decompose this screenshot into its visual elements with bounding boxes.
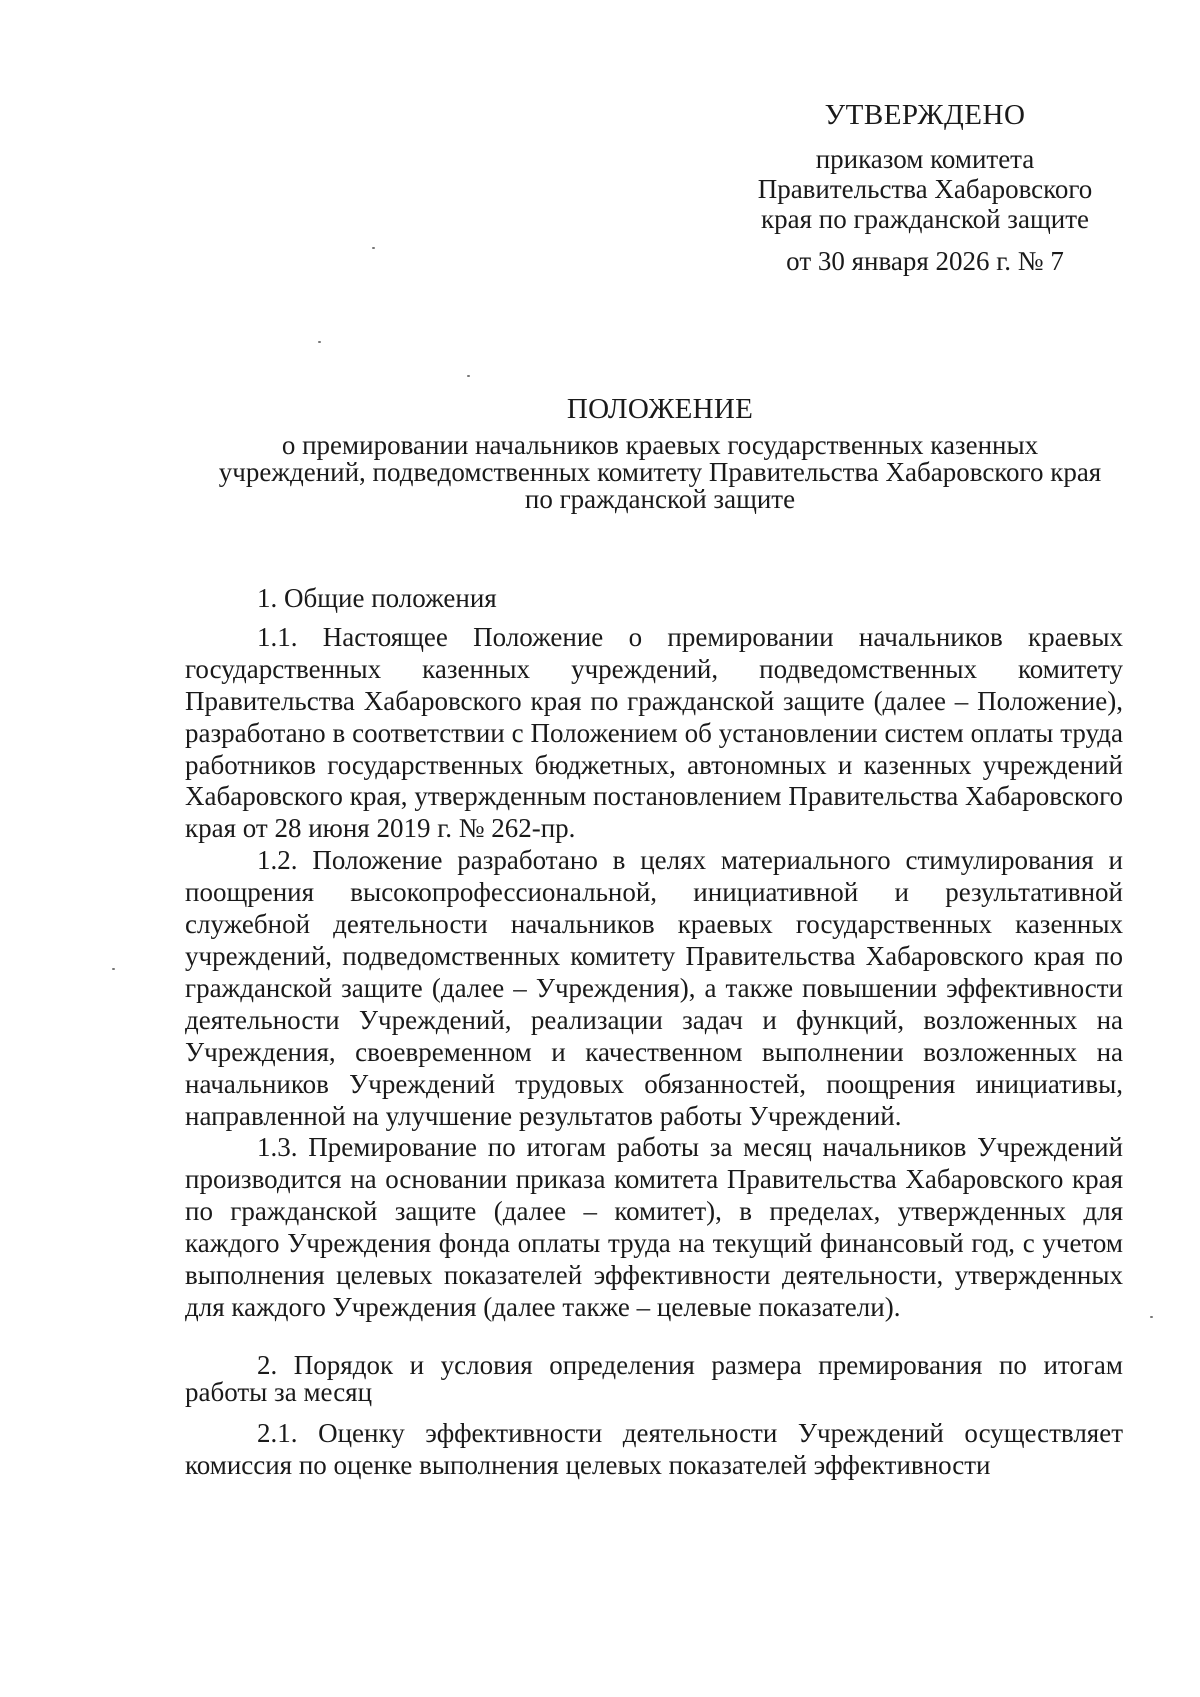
scan-speck [372, 247, 375, 249]
section-2-heading: 2. Порядок и условия определения размера премирования по итогам работы за месяц [185, 1349, 1123, 1407]
approved-label: УТВЕРЖДЕНО [824, 99, 1026, 131]
approval-line-2: Правительства Хабаровского [757, 174, 1093, 204]
section-1-heading: 1. Общие положения [257, 583, 497, 613]
document-subtitle-line-1: о премировании начальников краевых государственных казенных [281, 430, 1039, 460]
approval-stamp-block [730, 100, 1120, 276]
scan-speck [112, 968, 115, 970]
document-subtitle-line-2: учреждений, подведомственных комитету Правительства Хабаровского края [218, 457, 1102, 487]
scan-speck [1150, 1316, 1153, 1318]
scan-speck [318, 341, 321, 343]
approval-date: от 30 января 2026 г. № 7 [786, 246, 1064, 276]
document-title: ПОЛОЖЕНИЕ [566, 393, 754, 425]
paragraph-1-1: 1.1. Настоящее Положение о премировании начальников краевых государственных казенных учреждений, подведомственных комитету Правительства Хабаровского края по гражданской защите (далее – Положение), разработано в соответствии с Положением об установлении систем оплаты труда работников государственных бюджетных, автономных и казенных учреждений Хабаровского края, утвержденным постановлением Правительства Хабаровского края от 28 июня 2019 г. № 262-пр. [185, 621, 1123, 844]
scan-speck [467, 375, 470, 377]
paragraph-1-3: 1.3. Премирование по итогам работы за месяц начальников Учреждений производится на основании приказа комитета Правительства Хабаровского края по гражданской защите (далее – комитет), в пределах, утвержденных для каждого Учреждения фонда оплаты труда на текущий финансовый год, с учетом выполнения целевых показателей эффективности деятельности, утвержденных для каждого Учреждения (далее также – целевые показатели). [185, 1132, 1123, 1322]
document-title-block [150, 393, 1170, 514]
paragraph-2-1: 2.1. Оценку эффективности деятельности Учреждений осуществляет комиссия по оценке выполнения целевых показателей эффективности [185, 1417, 1123, 1480]
approval-line-1: приказом комитета [815, 144, 1035, 174]
document-subtitle-line-3: по гражданской защите [524, 484, 796, 514]
paragraph-1-2: 1.2. Положение разработано в целях материального стимулирования и поощрения высокопрофессиональной, инициативной и результативной служебной деятельности начальников краевых государственных казенных учреждений, подведомственных комитету Правительства Хабаровского края по гражданской защите (далее – Учреждения), а также повышении эффективности деятельности Учреждений, реализации задач и функций, возложенных на Учреждения, своевременном и качественном выполнении возложенных на начальников Учреждений трудовых обязанностей, поощрения инициативы, направленной на улучшение результатов работы Учреждений. [185, 845, 1123, 1131]
approval-line-3: края по гражданской защите [761, 204, 1089, 234]
document-body [185, 583, 1123, 1482]
